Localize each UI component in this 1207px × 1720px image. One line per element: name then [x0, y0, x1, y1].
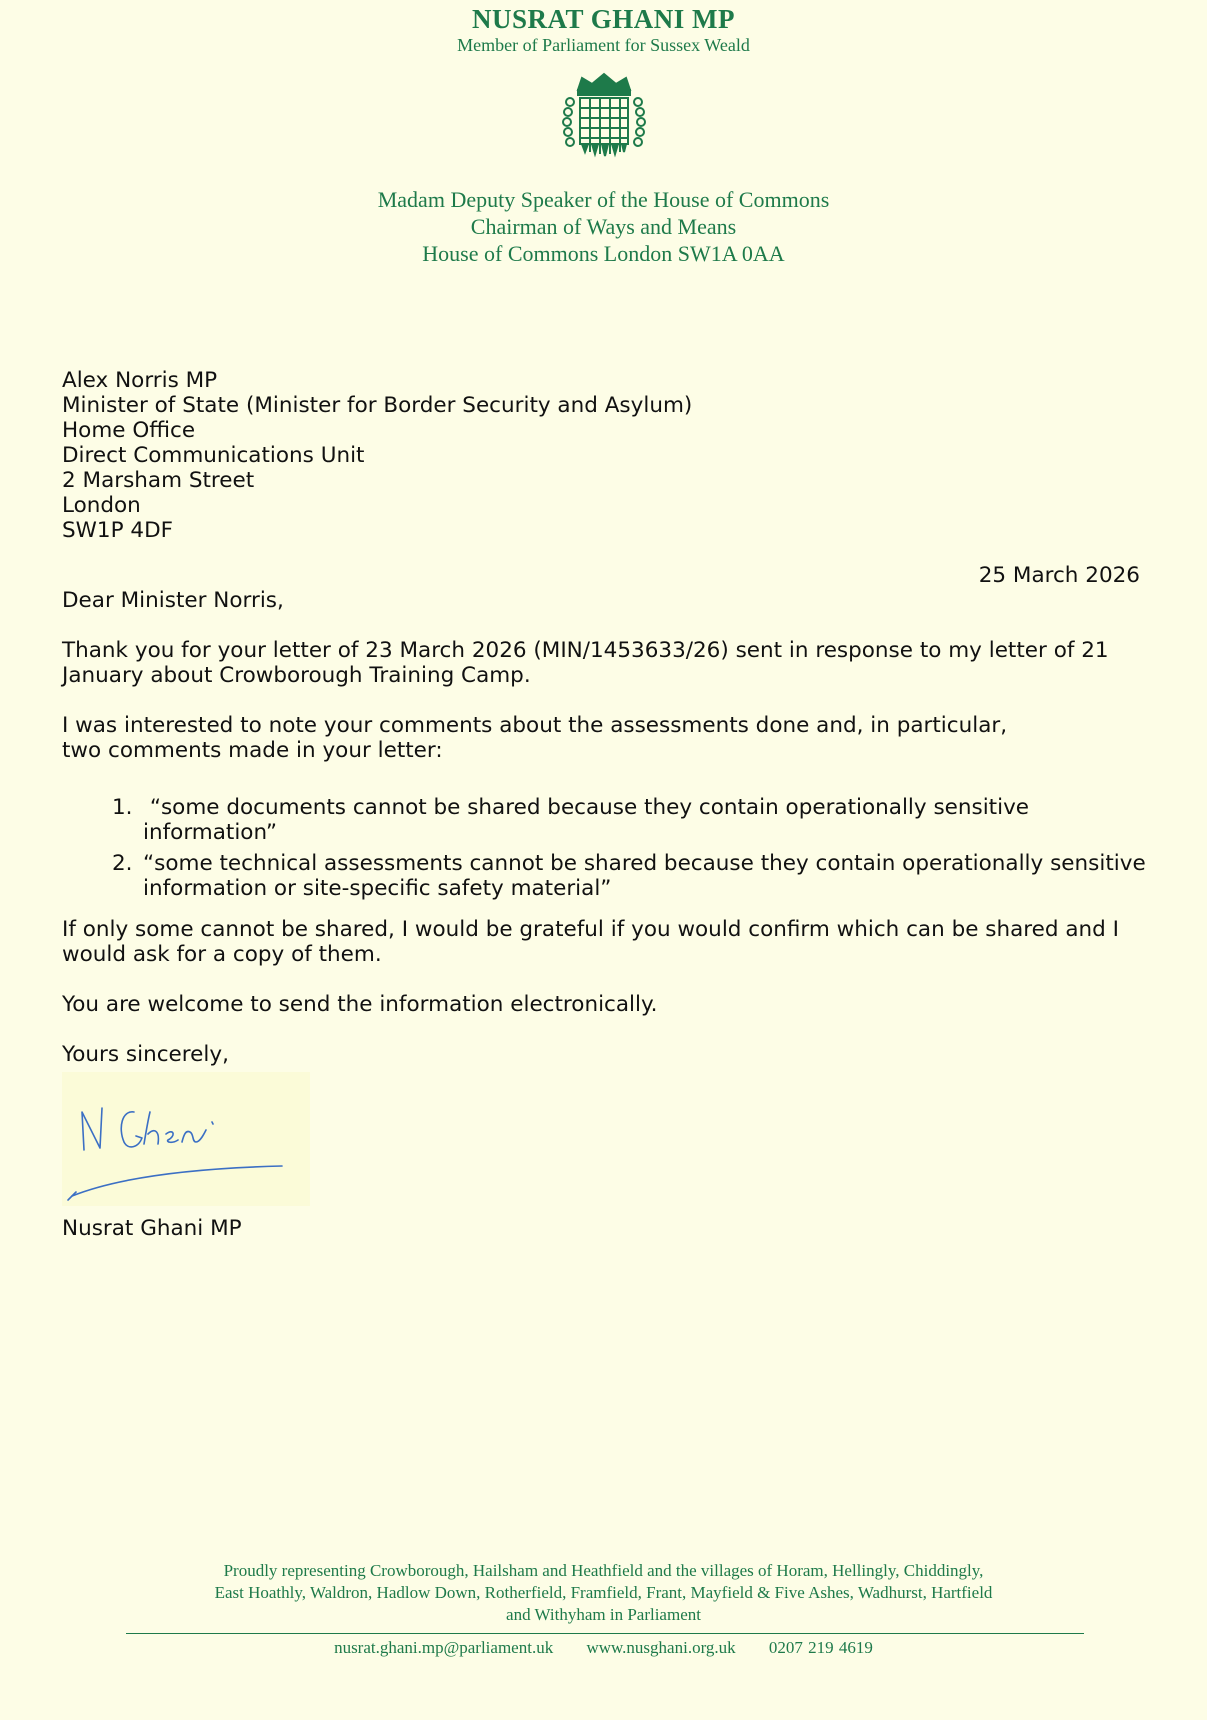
recipient-line: 2 Marsham Street	[62, 468, 255, 493]
mp-name-heading: NUSRAT GHANI MP	[471, 4, 735, 34]
recipient-line: Alex Norris MP	[62, 368, 218, 393]
office-line: Chairman of Ways and Means	[470, 214, 737, 239]
recipient-line: Direct Communications Unit	[62, 443, 365, 468]
quote-line: “some documents cannot be shared because they contain operationally sensitive	[143, 795, 1030, 820]
paragraph-3	[62, 917, 1152, 967]
paragraph-line: January about Crowborough Training Camp.	[62, 663, 531, 688]
quoted-comments-list	[62, 795, 1162, 907]
footer-constituency-text	[0, 1560, 1207, 1626]
quote-line: information”	[143, 820, 278, 845]
list-item	[62, 851, 1162, 901]
footer-line: East Hoathly, Waldron, Hadlow Down, Rotherfield, Framfield, Frant, Mayfield & Five Ashes, Wadhurst, Hartfield	[214, 1583, 993, 1602]
signer-name: Nusrat Ghani MP	[62, 1216, 242, 1241]
footer-contact	[0, 1638, 1207, 1658]
recipient-line: Home Office	[62, 418, 196, 443]
footer-email[interactable]: nusrat.ghani.mp@parliament.uk	[334, 1638, 554, 1657]
paragraph-line: If only some cannot be shared, I would be grateful if you would confirm which can be shared and I	[62, 917, 1119, 942]
handwritten-signature	[62, 1072, 310, 1206]
letter-date: 25 March 2026	[978, 563, 1140, 588]
office-address-block	[0, 186, 1207, 267]
paragraph-2	[62, 713, 1152, 763]
paragraph-4: You are welcome to send the information electronically.	[62, 992, 658, 1017]
mp-constituency: Member of Parliament for Sussex Weald	[457, 35, 750, 55]
recipient-line: London	[62, 493, 141, 518]
recipient-address	[62, 368, 692, 543]
footer-line: Proudly representing Crowborough, Hailsham and Heathfield and the villages of Horam, Hellingly, Chiddingly,	[223, 1561, 984, 1580]
paragraph-line: would ask for a copy of them.	[62, 942, 382, 967]
footer-phone: 0207 219 4619	[768, 1638, 873, 1657]
footer-line: and Withyham in Parliament	[506, 1605, 701, 1624]
paragraph-line: two comments made in your letter:	[62, 738, 443, 763]
closing: Yours sincerely,	[62, 1042, 229, 1067]
recipient-line: SW1P 4DF	[62, 518, 173, 543]
quote-line: information or site-specific safety material”	[143, 876, 612, 901]
list-number: 1.	[112, 795, 133, 820]
quote-line: “some technical assessments cannot be shared because they contain operationally sensitive	[143, 851, 1146, 876]
footer-divider	[126, 1633, 1084, 1634]
paragraph-line: Thank you for your letter of 23 March 2026 (MIN/1453633/26) sent in response to my letter of 21	[62, 638, 1109, 663]
portcullis-icon	[562, 72, 646, 164]
paragraph-line: I was interested to note your comments about the assessments done and, in particular,	[62, 713, 1008, 738]
office-line: House of Commons London SW1A 0AA	[422, 241, 785, 266]
list-item	[62, 795, 1162, 845]
footer-website[interactable]: www.nusghani.org.uk	[586, 1638, 736, 1657]
office-line: Madam Deputy Speaker of the House of Commons	[377, 187, 830, 212]
recipient-line: Minister of State (Minister for Border Security and Asylum)	[62, 393, 693, 418]
salutation: Dear Minister Norris,	[62, 588, 284, 613]
paragraph-1	[62, 638, 1152, 688]
list-number: 2.	[112, 851, 133, 876]
